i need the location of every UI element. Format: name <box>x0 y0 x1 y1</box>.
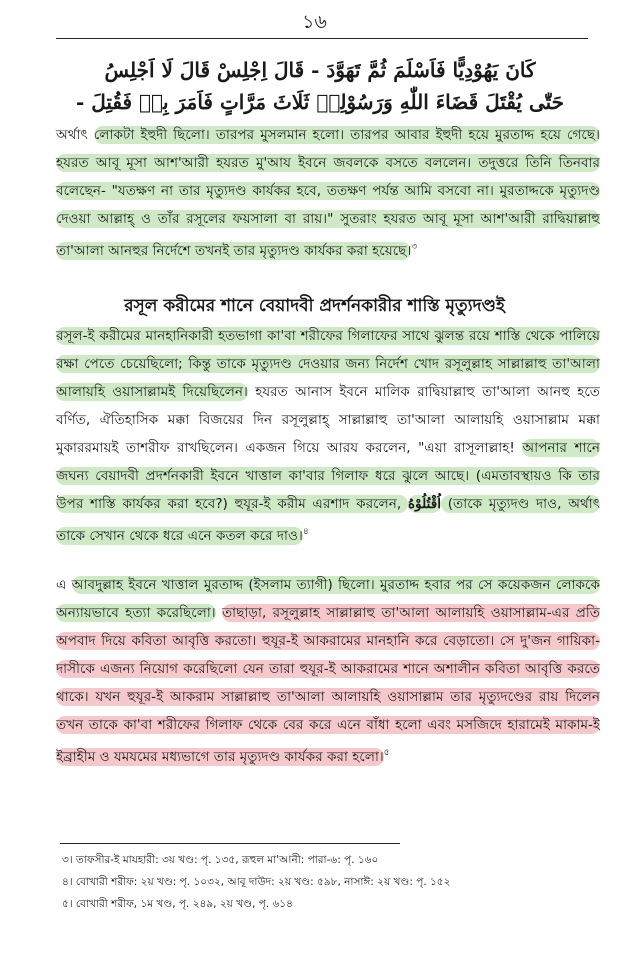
arabic-quote-line-2: حَتّٰى يُقْتَلَ قَضَاءَ اللّٰهِ وَرَسُوْلِهٖ ثَلَاثَ مَرَّاتٍ فَاَمَرَ بِهٖ فَقُتِلَ - <box>75 90 565 114</box>
highlight-green: আবদুল্লাহ ইবনে খাত্তাল মুরতাদ্দ (ইসলাম ত্যাগী) ছিলো। মুরতাদ্দ হবার পর সে কয়েকজন লোককে অন্যায়ভাবে হত্যা করেছিলো। <box>56 577 600 621</box>
footnote-ref: ৩ <box>411 242 418 252</box>
paragraph-ibn-khattal <box>56 322 600 550</box>
highlight-green: লোকটা ইহুদী ছিলো। তারপর মুসলমান হলো। তারপর আবার ইহুদী হয়ে মুরতাদ্দ হয়ে গেছে। হযরত আবূ মূসা আশ'আরী হযরত মু'আয ইবনে জবলকে বসতে বললেন। তদুত্তরে তিনি তিনবার বলেছেন- "যতক্ষণ না তার মৃত্যুদণ্ড কার্যকর হবে, ততক্ষণ পর্যন্ত আমি বসবো না। মুরতাদ্দকে মৃত্যুদণ্ড দেওয়া আল্লাহ্ ও তাঁর রসূলের ফয়সালা বা রায়।" সুতরাং হযরত আবূ মূসা আশ'আরী রাদ্বিয়াল্লাহু তা'আলা আনহুর নির্দেশে তখনই তার মৃত্যুদণ্ড কার্যকর করা হয়েছে। <box>56 127 600 259</box>
highlight-green: (তাকে মৃত্যুদণ্ড দাও, অর্থাৎ তাকে সেখান থেকে ধরে এনে কতল করে দাও। <box>56 496 600 544</box>
paragraph-lead: এ <box>56 577 72 593</box>
footnote-3: ৩। তাফসীর-ই মাযহারী: ৩য় খণ্ড: পৃ. ১৩৫, রূহুল মা'আনী: পারা-৬: পৃ. ১৬০ <box>62 854 379 866</box>
footnote-5: ৫। বোখারী শরীফ, ১ম খণ্ড, পৃ. ২৪৯, ২য় খণ্ড, পৃ. ৬১৪ <box>62 898 293 910</box>
highlight-green: আপনার শানে জঘন্য বেয়াদবী প্রদর্শনকারী ইবনে খাত্তাল কা'বার গিলাফ ধরে ঝুলে আছে। (এমতাবস্থায়ও কি তার উপর শাস্তি কার্যকর করা হবে?) হুযূর-ই করীম এরশাদ করলেন, <box>56 440 601 512</box>
page-number: ১৬ <box>302 11 327 33</box>
footnote-4: ৪। বোখারী শরীফ: ২য় খণ্ড: পৃ. ১০৩২, আবূ দাউদ: ২য় খণ্ড: ৫৯৮, নাসাঈ: ২য় খণ্ড: পৃ. ১৫২ <box>62 876 451 888</box>
highlight-green: রসূল-ই করীমের মানহানিকারী হতভাগা কা'বা শরীফের গিলাফের সাথে ঝুলন্ত রয়ে শাস্তি থেকে পালিয়ে রক্ষা পেতে চেয়েছিলো; কিন্তু তাকে মৃত্যুদণ্ড দেওয়ার জন্য নির্দেশ খোদ রসূলুল্লাহ সাল্লাল্লাহু তা'আলা আলায়হি ওয়াসাল্লামই দিয়েছিলেন। <box>56 328 600 400</box>
arabic-command-word: اُقْتُلُوْهُ <box>407 496 441 512</box>
paragraph-lead: অর্থাৎ <box>56 127 94 143</box>
footnote-rule <box>60 843 400 844</box>
footnote-ref: ৪ <box>302 527 309 537</box>
section-heading: রসূল করীমের শানে বেয়াদবী প্রদর্শনকারীর শাস্তি মৃত্যুদণ্ডই <box>124 296 505 316</box>
footnote-ref: ৫ <box>383 748 390 758</box>
top-rule <box>56 38 588 39</box>
paragraph-apostate <box>56 571 600 771</box>
paragraph-translation <box>56 121 600 265</box>
plain-text: হযরত আনাস ইবনে মালিক রাদ্বিয়াল্লাহু তা'আলা আনহু হতে বর্ণিত, ঐতিহাসিক মক্কা বিজয়ের দিন রসূলুল্লাহ্ সাল্লাল্লাহু তা'আলা আলায়হি ওয়াসাল্লাম মক্কা মুকাররমায়ই তাশরীফ রাখছিলেন। একজন গিয়ে আরয করলেন, "এয়া রাসূলাল্লাহ! <box>56 384 600 456</box>
arabic-quote-line-1: كَانَ يَهُوْدِيًّا فَاَسْلَمَ ثُمَّ تَهَوَّدَ - قَالَ اِجْلِسْ قَالَ لَا اَجْلِسُ <box>104 58 536 82</box>
highlight-red: তাছাড়া, রসূলুল্লাহ সাল্লাল্লাহু তা'আলা আলায়হি ওয়াসাল্লাম-এর প্রতি অপবাদ দিয়ে কবিতা আবৃত্তি করতো। হুযূর-ই আকরামের মানহানি করে বেড়াতো। সে দু'জন গায়িকা-দাসীকে এজন্য নিয়োগ করেছিলো যেন তারা হুযূর-ই আকরামের শানে অশালীন কবিতা আবৃত্তি করতে থাকে। যখন হুযূর-ই আকরাম সাল্লাল্লাহু তা'আলা আলায়হি ওয়াসাল্লাম তার মৃত্যুদণ্ডের রায় দিলেন তখন তাকে কা'বা শরীফের গিলাফ থেকে বের করে এনে বাঁধা হলো এবং মসজিদে হারামেই মাকাম-ই ইব্রাহীম ও যমযমের মধ্যভাগে তার মৃত্যুদণ্ড কার্যকর করা হলো। <box>56 605 600 765</box>
